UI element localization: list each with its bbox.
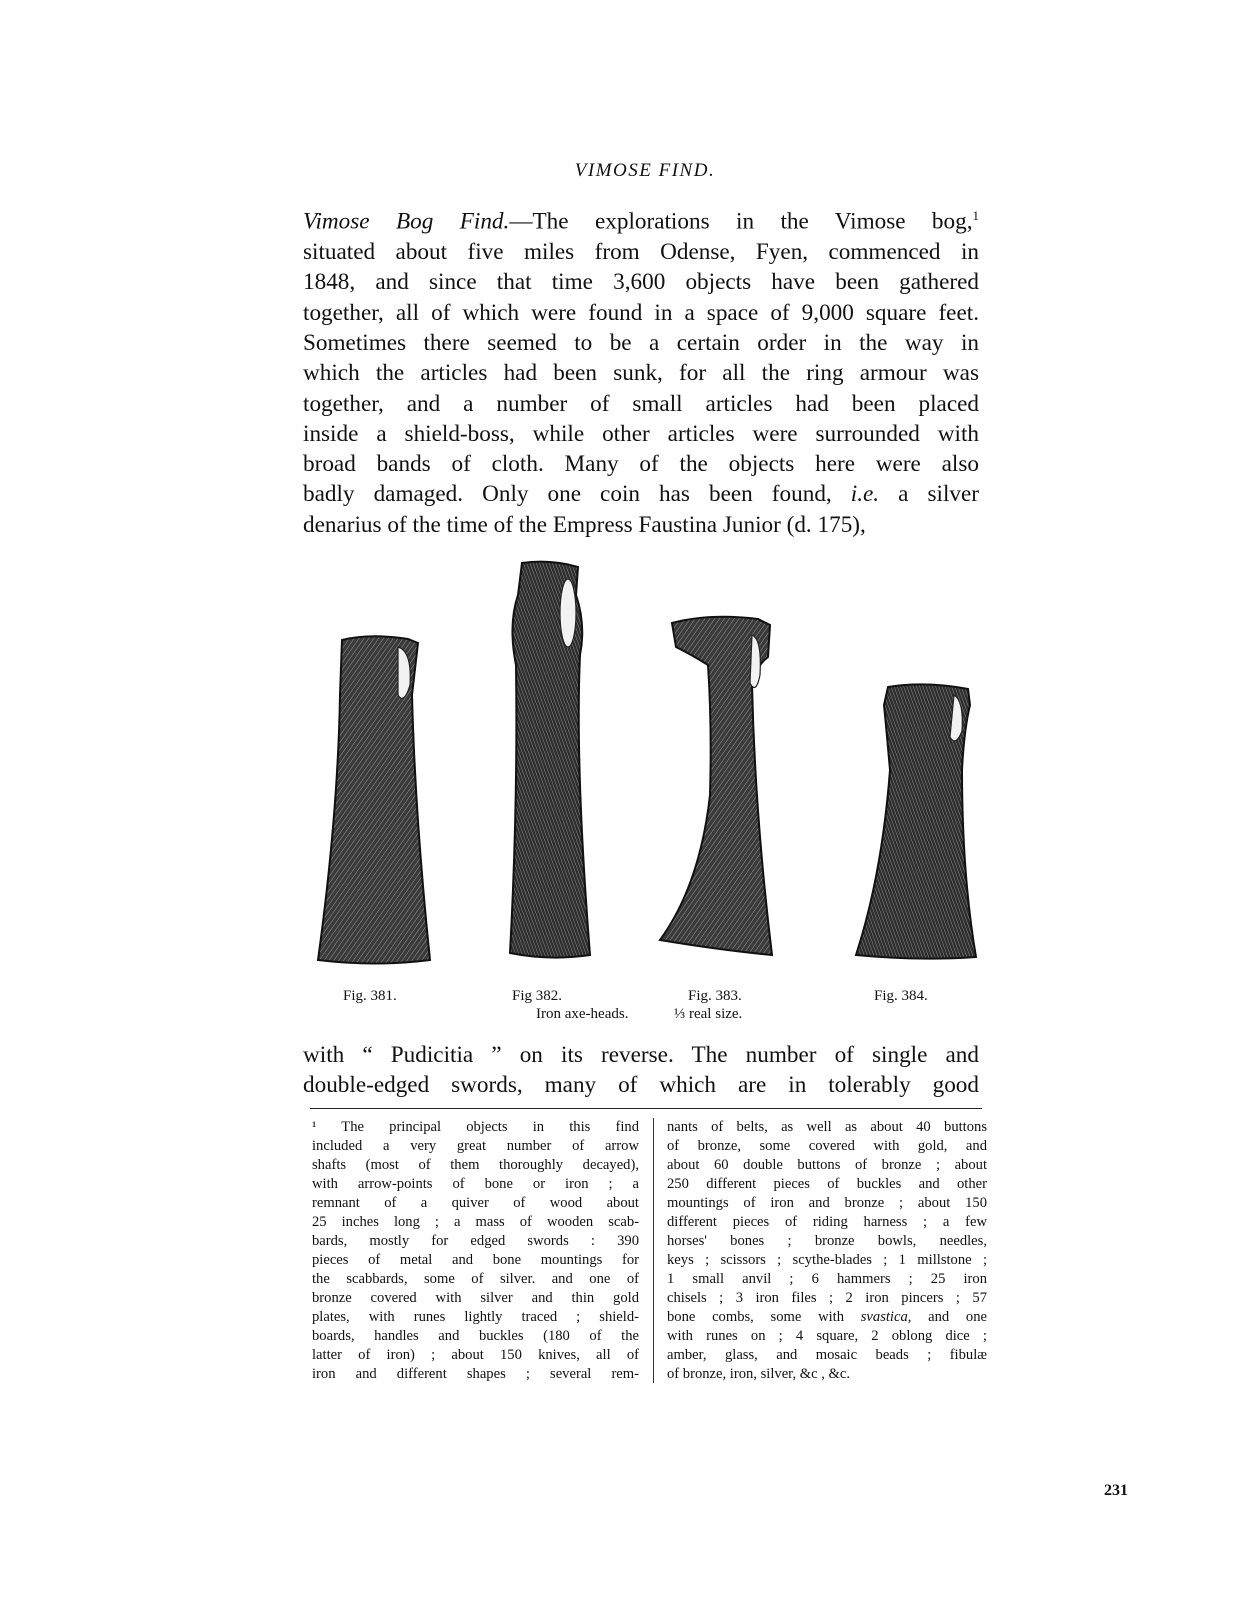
footnote-line: of bronze, some covered with gold, and	[667, 1138, 987, 1154]
footnote-line: remnant of a quiver of wood about	[312, 1195, 639, 1211]
footnote-line: 25 inches long ; a mass of wooden scab-	[312, 1214, 639, 1230]
footnote-line: ¹ The principal objects in this find	[312, 1119, 639, 1135]
figure-caption-383: Fig. 383.	[688, 988, 742, 1004]
paragraph-line: which the articles had been sunk, for all the ring armour was	[303, 360, 979, 387]
footnote-marker[interactable]: 1	[972, 208, 980, 223]
footnote-line: 1 small anvil ; 6 hammers ; 25 iron	[667, 1271, 987, 1287]
axe-head-381	[318, 636, 430, 963]
paragraph-line: situated about five miles from Odense, Fyen, commenced in	[303, 239, 979, 266]
axe-head-384	[856, 684, 976, 958]
footnote-line: bards, mostly for edged swords : 390	[312, 1233, 639, 1249]
footnote-column-left	[312, 1118, 639, 1384]
footnote-line: different pieces of riding harness ; a few	[667, 1214, 987, 1230]
footnote-line: the scabbards, some of silver. and one of	[312, 1271, 639, 1287]
footnote-line: chisels ; 3 iron files ; 2 iron pincers ; 57	[667, 1290, 987, 1306]
paragraph-line: inside a shield-boss, while other articles were surrounded with	[303, 420, 979, 447]
footnote-line: horses' bones ; bronze bowls, needles,	[667, 1233, 987, 1249]
footnote-line: of bronze, iron, silver, &c , &c.	[667, 1366, 850, 1382]
figure-caption-description: Iron axe-heads.	[536, 1006, 629, 1022]
footnote-column-right	[667, 1118, 987, 1384]
paragraph-line: together, all of which were found in a space of 9,000 square feet.	[303, 299, 979, 326]
footnote-line: nants of belts, as well as about 40 buttons	[667, 1119, 987, 1135]
footnote-line: amber, glass, and mosaic beads ; fibulæ	[667, 1347, 987, 1363]
section-lead: Vimose Bog Find.	[303, 208, 510, 235]
footnote-column-divider	[653, 1118, 654, 1383]
footnote-line: bronze covered with silver and thin gold	[312, 1290, 639, 1306]
footnote-line: with arrow-points of bone or iron ; a	[312, 1176, 639, 1192]
footnote-line: 250 different pieces of buckles and other	[667, 1176, 987, 1192]
continued-paragraph	[303, 1040, 979, 1101]
figure-caption-384: Fig. 384.	[874, 988, 928, 1004]
paragraph-line: with “ Pudicitia ” on its reverse. The number of single and	[303, 1042, 979, 1068]
page-number: 231	[1104, 1482, 1128, 1499]
footnote-line: iron and different shapes ; several rem-	[312, 1366, 639, 1382]
paragraph-line: double-edged swords, many of which are in tolerably good	[303, 1072, 979, 1099]
footnote-line: keys ; scissors ; scythe-blades ; 1 millstone ;	[667, 1252, 987, 1268]
footnote-line: with runes on ; 4 square, 2 oblong dice ;	[667, 1328, 987, 1344]
footnote-line: boards, handles and buckles (180 of the	[312, 1328, 639, 1344]
main-paragraph	[303, 201, 979, 540]
paragraph-line: Sometimes there seemed to be a certain order in the way in	[303, 329, 979, 356]
axe-heads-illustration	[300, 555, 990, 980]
paragraph-line: denarius of the time of the Empress Faustina Junior (d. 175),	[303, 511, 866, 538]
footnote-line: shafts (most of them thoroughly decayed),	[312, 1157, 639, 1173]
footnote-rule	[310, 1108, 982, 1109]
figure-caption-scale: ⅓ real size.	[674, 1006, 743, 1022]
figure-caption-381: Fig. 381.	[343, 988, 397, 1004]
footnote-line: latter of iron) ; about 150 knives, all of	[312, 1347, 639, 1363]
paragraph-line: together, and a number of small articles had been placed	[303, 390, 979, 417]
paragraph-line: broad bands of cloth. Many of the objects here were also	[303, 451, 979, 478]
footnote-line: about 60 double buttons of bronze ; about	[667, 1157, 987, 1173]
footnote-line: included a very great number of arrow	[312, 1138, 639, 1154]
figure-caption-382: Fig 382.	[512, 988, 563, 1004]
paragraph-line: 1848, and since that time 3,600 objects have been gathered	[303, 269, 979, 296]
footnote-line: plates, with runes lightly traced ; shield-	[312, 1309, 639, 1325]
running-head: VIMOSE FIND.	[574, 160, 716, 181]
axe-head-383	[660, 617, 772, 955]
footnote-line: pieces of metal and bone mountings for	[312, 1252, 639, 1268]
footnote-line: bone combs, some with svastica, and one	[667, 1309, 987, 1325]
axe-head-382	[510, 562, 590, 958]
footnote-line: mountings of iron and bronze ; about 150	[667, 1195, 987, 1211]
paragraph-line: badly damaged. Only one coin has been found, i.e. a silver	[303, 481, 980, 508]
paragraph-line: Vimose Bog Find.—The explorations in the Vimose bog,$^1$	[303, 208, 980, 235]
